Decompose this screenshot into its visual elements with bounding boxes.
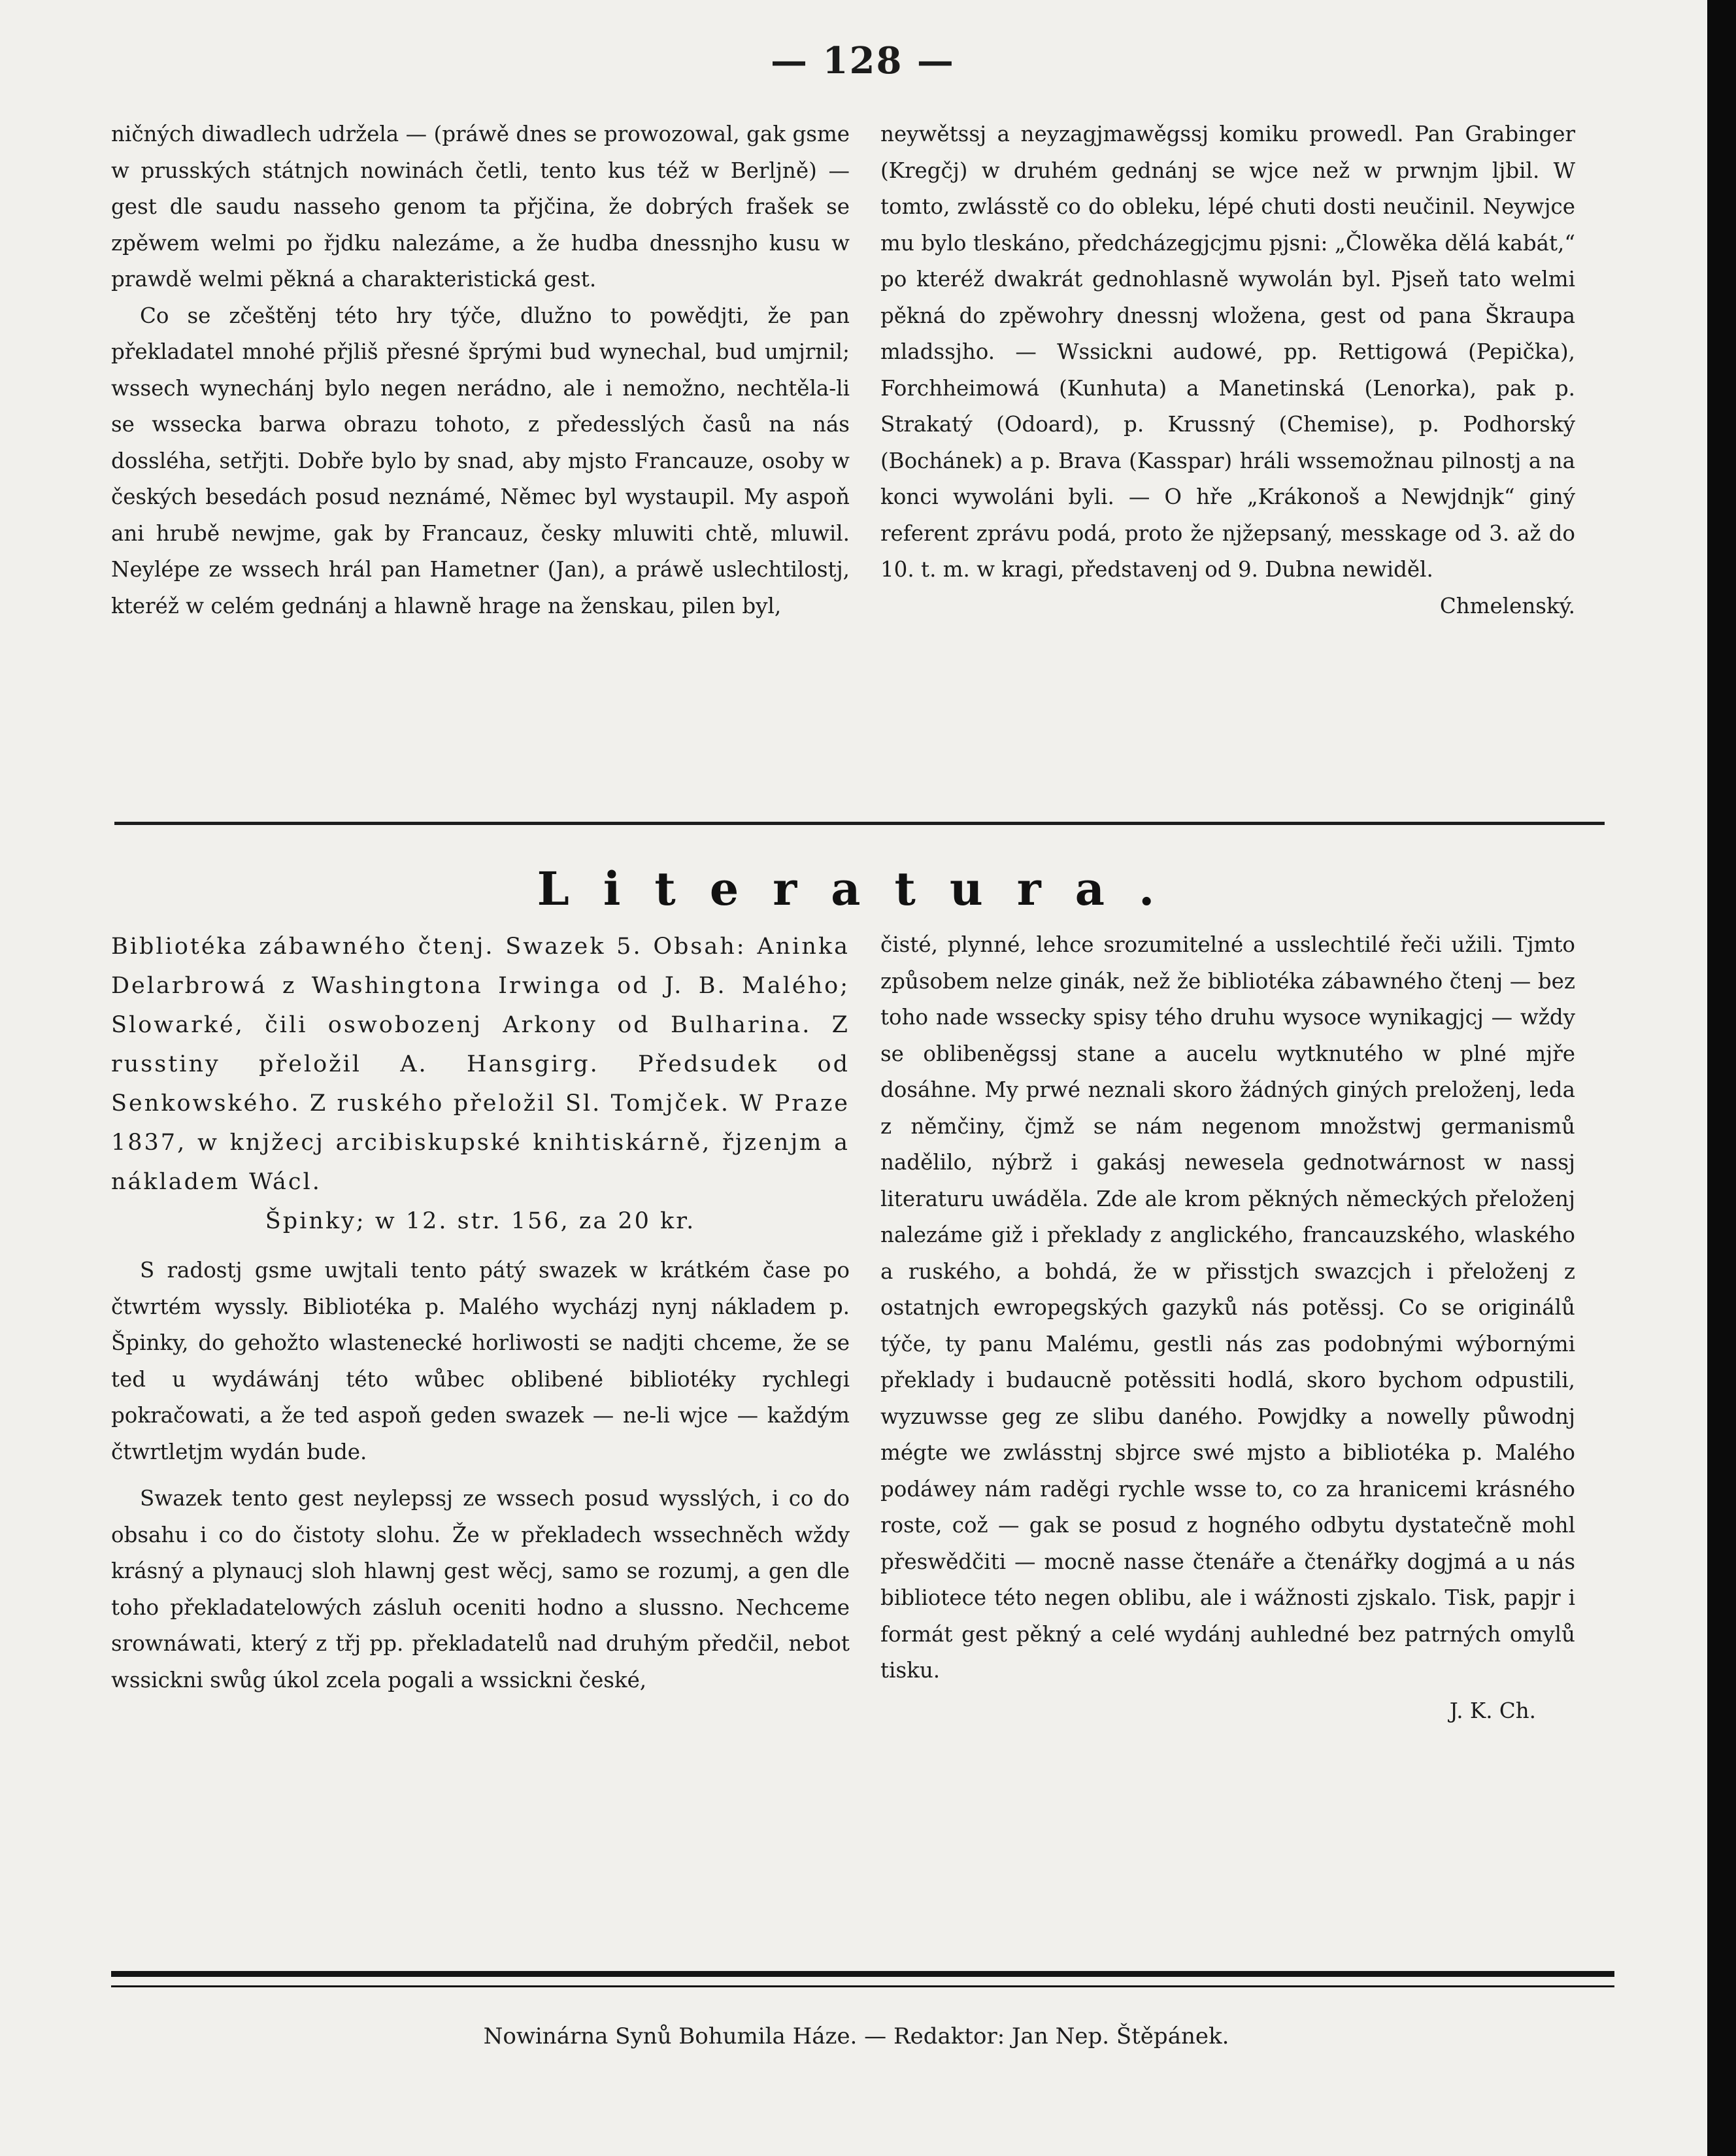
page-number: — 128 — bbox=[771, 39, 955, 82]
theatre-review-paragraph: ničných diwadlech udržela — (práwě dnes se prowozowal, gak gsme w prusských státnjch nowinách četli, tento kus též w Berljně) — gest dle saudu nasseho genom ta přjčina, že dobrých frašek se zpěwem welmi po řjdku nalezáme, a že hudba dnessnjho kusu w prawdě welmi pěkná a charakteristická gest. bbox=[111, 122, 850, 292]
footer-rule-thin bbox=[111, 1985, 1614, 1987]
book-title-block bbox=[111, 927, 850, 1241]
section-heading: Literatura. bbox=[537, 862, 1189, 916]
book-title: Bibliotéka zábawného čtenj. Swazek 5. Obsah: Aninka Delarbrowá z Washingtona Irwinga od J. B. Malého; Slowarké, čili oswobozenj Arkony od Bulharina. Z russtiny přeložil A. Hansgirg. Předsudek od Senkowského. Z ruského přeložil Sl. Tomjček. W Praze 1837, w knjžecj arcibiskupské knihtiskárně, řjzenjm a nákladem Wácl. bbox=[111, 934, 850, 1195]
book-title-last-line: Špinky; w 12. str. 156, za 20 kr. bbox=[265, 1208, 696, 1234]
theatre-review-paragraph: neywětssj a neyzagjmawěgssj komiku prowedl. Pan Grabinger (Kregčj) w druhém gednánj se wjce než w prwnjm ljbil. W tomto, zwlásstě co do obleku, lépé chuti dosti neučinil. Neywjce mu bylo tleskáno, předcházegjcjmu pjsni: „Člowěka dělá kabát,“ po kteréž dwakrát gednohlasně wywolán byl. Pjseň tato welmi pěkná do zpěwohry dnessnj wložena, gest od pana Škraupa mladssjho. — Wssickni audowé, pp. Rettigowá (Pepička), Forchheimowá (Kunhuta) a Manetinská (Lenorka), pak p. Strakatý (Odoard), p. Krussný (Chemise), p. Podhorský (Bochánek) a p. Brava (Kasspar) hráli wssemožnau pilnostj a na konci wywoláni byli. — O hře „Krákonoš a Newjdnjk“ giný referent zprávu podá, proto že njžepsaný, messkage od 3. až do 10. t. m. w kragi, představenj od 9. Dubna newiděl. bbox=[880, 122, 1575, 582]
review-paragraph: Swazek tento gest neylepssj ze wssech posud wysslých, i co do obsahu i co do čistoty slohu. Že w překladech wssechněch wždy krásný a plynaucj sloh hlawnj gest wěcj, samo se rozumj, a gen dle toho překladatelowých zásluh oceniti hodno a slussno. Nechceme srownáwati, který z třj pp. překladatelů nad druhým předčil, nebot wssickni swůg úkol zcela pogali a wssickni české, bbox=[111, 1486, 850, 1693]
section-divider bbox=[114, 822, 1605, 825]
review-signature: J. K. Ch. bbox=[1449, 1698, 1536, 1723]
review-paragraph: S radostj gsme uwjtali tento pátý swazek w krátkém čase po čtwrtém wyssly. Bibliotéka p. Malého wycházj nynj nákladem p. Špinky, do gehožto wlastenecké horliwosti se nadjti chceme, že se ted u wydáwánj této wůbec oblibené bibliotéky rychlegi pokračowati, a že ted aspoň geden swazek — ne-li wjce — každým čtwrtletjm wydán bude. bbox=[111, 1258, 850, 1464]
theatre-review-left-column bbox=[111, 116, 850, 624]
literature-left-column bbox=[111, 927, 850, 1698]
footer-rule-thick bbox=[111, 1971, 1614, 1977]
imprint-footer: Nowinárna Synů Bohumila Háze. — Redaktor: Jan Nep. Štěpánek. bbox=[483, 2023, 1229, 2049]
theatre-review-signature: Chmelenský. bbox=[1439, 593, 1575, 618]
theatre-review-right-column bbox=[880, 116, 1575, 624]
theatre-review-paragraph: Co se zčeštěnj této hry týče, dlužno to powědjti, že pan překladatel mnohé přjliš přesné šprými bud wynechal, bud umjrnil; wssech wynechánj bylo negen nerádno, ale i nemožno, nechtěla-li se wssecka barwa obrazu tohoto, z předesslých časů na nás dossléha, setřjti. Dobře bylo by snad, aby mjsto Francauze, osoby w českých besedách posud neznámé, Němec byl wystaupil. My aspoň ani hrubě newjme, gak by Francauz, česky mluwiti chtě, mluwil. Neylépe ze wssech hrál pan Hametner (Jan), a práwě uslechtilostj, kteréž w celém gednánj a hlawně hrage na ženskau, pilen byl, bbox=[111, 303, 850, 618]
literature-right-column bbox=[880, 927, 1575, 1729]
review-paragraph: čisté, plynné, lehce srozumitelné a usslechtilé řeči užili. Tjmto způsobem nelze ginák, než že bibliotéka zábawného čtenj — bez toho nade wssecky spisy tého druhu wysoce wynikagjcj — wždy se oblibeněgssj stane a aucelu wytknutého w plné mjře dosáhne. My prwé neznali skoro žádných giných preloženj, leda z němčiny, čjmž se nám negenom množstwj germanismů nadělilo, nýbrž i gakásj newesela gednotwárnost w nassj literaturu uwáděla. Zde ale krom pěkných německých přeloženj nalezáme giž i překlady z anglického, francauzského, wlaského a ruského, a bohdá, že w přisstjch swazcjch i přeloženj z ostatnjch ewropegských gazyků nás potěssj. Co se originálů týče, ty panu Malému, gestli nás zas podobnými wýbornými překlady i budaucně potěssiti hodlá, skoro bychom odpustili, wyzuwsse geg ze slibu daného. Powjdky a nowelly půwodnj mégte we zwlásstnj sbjrce swé mjsto a bibliotéka p. Malého podáwey nám raděgi rychle wsse to, co za hranicemi krásného roste, což — gak se posud z hogného odbytu dystatečně mohl přeswědčiti — mocně nasse čtenáře a čtenářky dogjmá a u nás bibliotece této negen oblibu, ale i wážnosti zjskalo. Tisk, papjr i formát gest pěkný a celé wydánj auhledné bez patrných omylů tisku. bbox=[880, 932, 1575, 1683]
